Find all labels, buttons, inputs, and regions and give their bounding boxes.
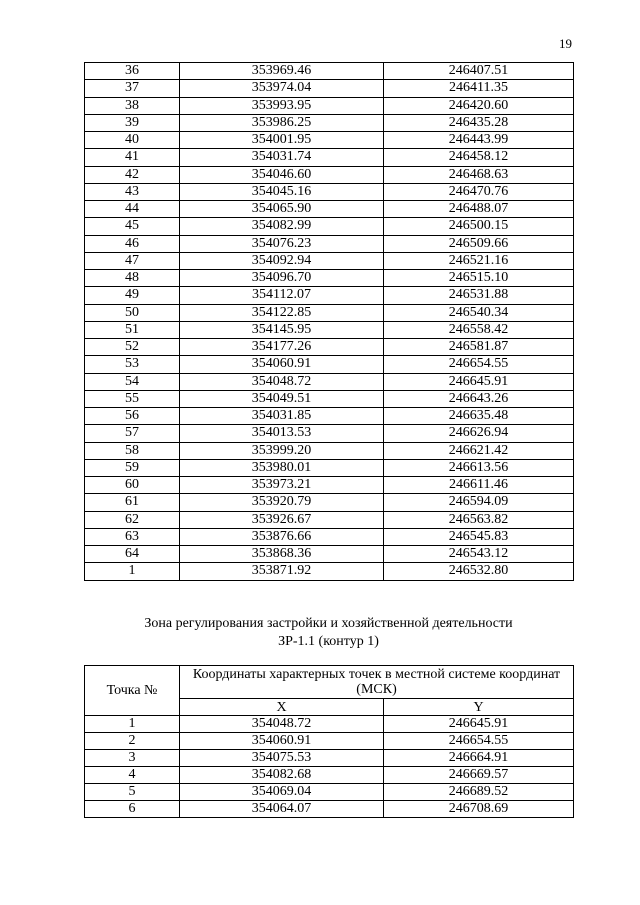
table-row [85,339,574,356]
table-row [85,218,574,235]
y-coordinate-cell: 246654.55 [384,356,574,373]
table-row [85,442,574,459]
x-coordinate-cell: 353868.36 [180,546,384,563]
x-coordinate-cell: 353986.25 [180,114,384,131]
point-number-cell: 1 [85,563,180,580]
y-coordinate-cell: 246458.12 [384,149,574,166]
y-coordinate-cell: 246654.55 [384,733,574,750]
table-row [85,408,574,425]
point-number-cell: 1 [85,716,180,733]
table-row [85,321,574,338]
point-number-cell: 38 [85,97,180,114]
x-coordinate-cell: 354060.91 [180,356,384,373]
table-row [85,97,574,114]
point-number-cell: 5 [85,784,180,801]
point-number-cell: 54 [85,373,180,390]
y-coordinate-cell: 246411.35 [384,80,574,97]
point-number-cell: 3 [85,750,180,767]
table-row [85,784,574,801]
point-number-cell: 45 [85,218,180,235]
x-coordinate-cell: 353926.67 [180,511,384,528]
x-coordinate-cell: 353974.04 [180,80,384,97]
x-coordinate-cell: 353871.92 [180,563,384,580]
y-coordinate-cell: 246581.87 [384,339,574,356]
header-point-number: Точка № [85,666,180,716]
x-coordinate-cell: 354145.95 [180,321,384,338]
x-coordinate-cell: 354031.85 [180,408,384,425]
y-coordinate-cell: 246594.09 [384,494,574,511]
y-coordinate-cell: 246645.91 [384,373,574,390]
table-row [85,287,574,304]
table-row [85,63,574,80]
point-number-cell: 61 [85,494,180,511]
x-coordinate-cell: 354046.60 [180,166,384,183]
point-number-cell: 47 [85,252,180,269]
page-number: 19 [559,36,572,51]
point-number-cell: 37 [85,80,180,97]
point-number-cell: 63 [85,528,180,545]
point-number-cell: 62 [85,511,180,528]
table-row [85,750,574,767]
x-coordinate-cell: 354092.94 [180,252,384,269]
table-row [85,459,574,476]
table-row [85,304,574,321]
table-row [85,733,574,750]
x-coordinate-cell: 354075.53 [180,750,384,767]
zone-caption [84,615,573,651]
table-row [85,132,574,149]
table-row [85,511,574,528]
table-row [85,80,574,97]
y-coordinate-cell: 246563.82 [384,511,574,528]
x-coordinate-cell: 354001.95 [180,132,384,149]
x-coordinate-cell: 354049.51 [180,390,384,407]
y-coordinate-cell: 246611.46 [384,477,574,494]
table-row [85,528,574,545]
zone-table-header-row-1 [85,666,574,699]
table-row [85,767,574,784]
x-coordinate-cell: 353920.79 [180,494,384,511]
y-coordinate-cell: 246689.52 [384,784,574,801]
coordinates-table [84,62,574,581]
x-coordinate-cell: 354076.23 [180,235,384,252]
y-coordinate-cell: 246515.10 [384,270,574,287]
zone-caption-line-2: ЗР-1.1 (контур 1) [278,634,379,649]
x-coordinate-cell: 354096.70 [180,270,384,287]
y-coordinate-cell: 246621.42 [384,442,574,459]
x-coordinate-cell: 354069.04 [180,784,384,801]
y-coordinate-cell: 246488.07 [384,201,574,218]
y-coordinate-cell: 246509.66 [384,235,574,252]
point-number-cell: 42 [85,166,180,183]
x-coordinate-cell: 354122.85 [180,304,384,321]
x-coordinate-cell: 354082.99 [180,218,384,235]
x-coordinate-cell: 354065.90 [180,201,384,218]
y-coordinate-cell: 246532.80 [384,563,574,580]
point-number-cell: 2 [85,733,180,750]
table-row [85,425,574,442]
x-coordinate-cell: 353980.01 [180,459,384,476]
table-row [85,201,574,218]
point-number-cell: 55 [85,390,180,407]
x-coordinate-cell: 354048.72 [180,716,384,733]
y-coordinate-cell: 246470.76 [384,183,574,200]
table-row [85,563,574,580]
y-coordinate-cell: 246468.63 [384,166,574,183]
y-coordinate-cell: 246543.12 [384,546,574,563]
table-row [85,494,574,511]
y-coordinate-cell: 246443.99 [384,132,574,149]
point-number-cell: 60 [85,477,180,494]
x-coordinate-cell: 354064.07 [180,801,384,818]
zone-table-header [85,666,574,716]
x-coordinate-cell: 354045.16 [180,183,384,200]
point-number-cell: 44 [85,201,180,218]
zone-coordinates-table [84,665,574,818]
y-coordinate-cell: 246531.88 [384,287,574,304]
point-number-cell: 49 [85,287,180,304]
table-row [85,114,574,131]
x-coordinate-cell: 354082.68 [180,767,384,784]
point-number-cell: 56 [85,408,180,425]
point-number-cell: 48 [85,270,180,287]
header-coordinates-group: Координаты характерных точек в местной системе координат (МСК) [180,666,574,699]
table-row [85,390,574,407]
y-coordinate-cell: 246500.15 [384,218,574,235]
x-coordinate-cell: 353973.21 [180,477,384,494]
coordinates-table-body [85,63,574,581]
y-coordinate-cell: 246420.60 [384,97,574,114]
point-number-cell: 40 [85,132,180,149]
table-row [85,252,574,269]
table-row [85,235,574,252]
point-number-cell: 39 [85,114,180,131]
y-coordinate-cell: 246664.91 [384,750,574,767]
y-coordinate-cell: 246407.51 [384,63,574,80]
table-row [85,546,574,563]
point-number-cell: 58 [85,442,180,459]
table-row [85,477,574,494]
y-coordinate-cell: 246613.56 [384,459,574,476]
table-row [85,716,574,733]
point-number-cell: 43 [85,183,180,200]
table-row [85,166,574,183]
table-row [85,270,574,287]
zone-table-body [85,716,574,818]
y-coordinate-cell: 246545.83 [384,528,574,545]
table-row [85,801,574,818]
y-coordinate-cell: 246708.69 [384,801,574,818]
point-number-cell: 53 [85,356,180,373]
x-coordinate-cell: 354031.74 [180,149,384,166]
header-y: Y [384,699,574,716]
table-row [85,356,574,373]
point-number-cell: 6 [85,801,180,818]
y-coordinate-cell: 246669.57 [384,767,574,784]
x-coordinate-cell: 354177.26 [180,339,384,356]
point-number-cell: 41 [85,149,180,166]
y-coordinate-cell: 246635.48 [384,408,574,425]
y-coordinate-cell: 246521.16 [384,252,574,269]
point-number-cell: 57 [85,425,180,442]
y-coordinate-cell: 246540.34 [384,304,574,321]
table-row [85,373,574,390]
point-number-cell: 46 [85,235,180,252]
point-number-cell: 64 [85,546,180,563]
x-coordinate-cell: 354013.53 [180,425,384,442]
point-number-cell: 51 [85,321,180,338]
y-coordinate-cell: 246626.94 [384,425,574,442]
point-number-cell: 50 [85,304,180,321]
x-coordinate-cell: 353993.95 [180,97,384,114]
table-row [85,149,574,166]
point-number-cell: 52 [85,339,180,356]
x-coordinate-cell: 353876.66 [180,528,384,545]
x-coordinate-cell: 353999.20 [180,442,384,459]
point-number-cell: 36 [85,63,180,80]
y-coordinate-cell: 246558.42 [384,321,574,338]
y-coordinate-cell: 246643.26 [384,390,574,407]
x-coordinate-cell: 354048.72 [180,373,384,390]
point-number-cell: 59 [85,459,180,476]
y-coordinate-cell: 246435.28 [384,114,574,131]
x-coordinate-cell: 353969.46 [180,63,384,80]
y-coordinate-cell: 246645.91 [384,716,574,733]
header-x: X [180,699,384,716]
table-row [85,183,574,200]
x-coordinate-cell: 354112.07 [180,287,384,304]
zone-caption-line-1: Зона регулирования застройки и хозяйственной деятельности [144,616,513,631]
x-coordinate-cell: 354060.91 [180,733,384,750]
point-number-cell: 4 [85,767,180,784]
